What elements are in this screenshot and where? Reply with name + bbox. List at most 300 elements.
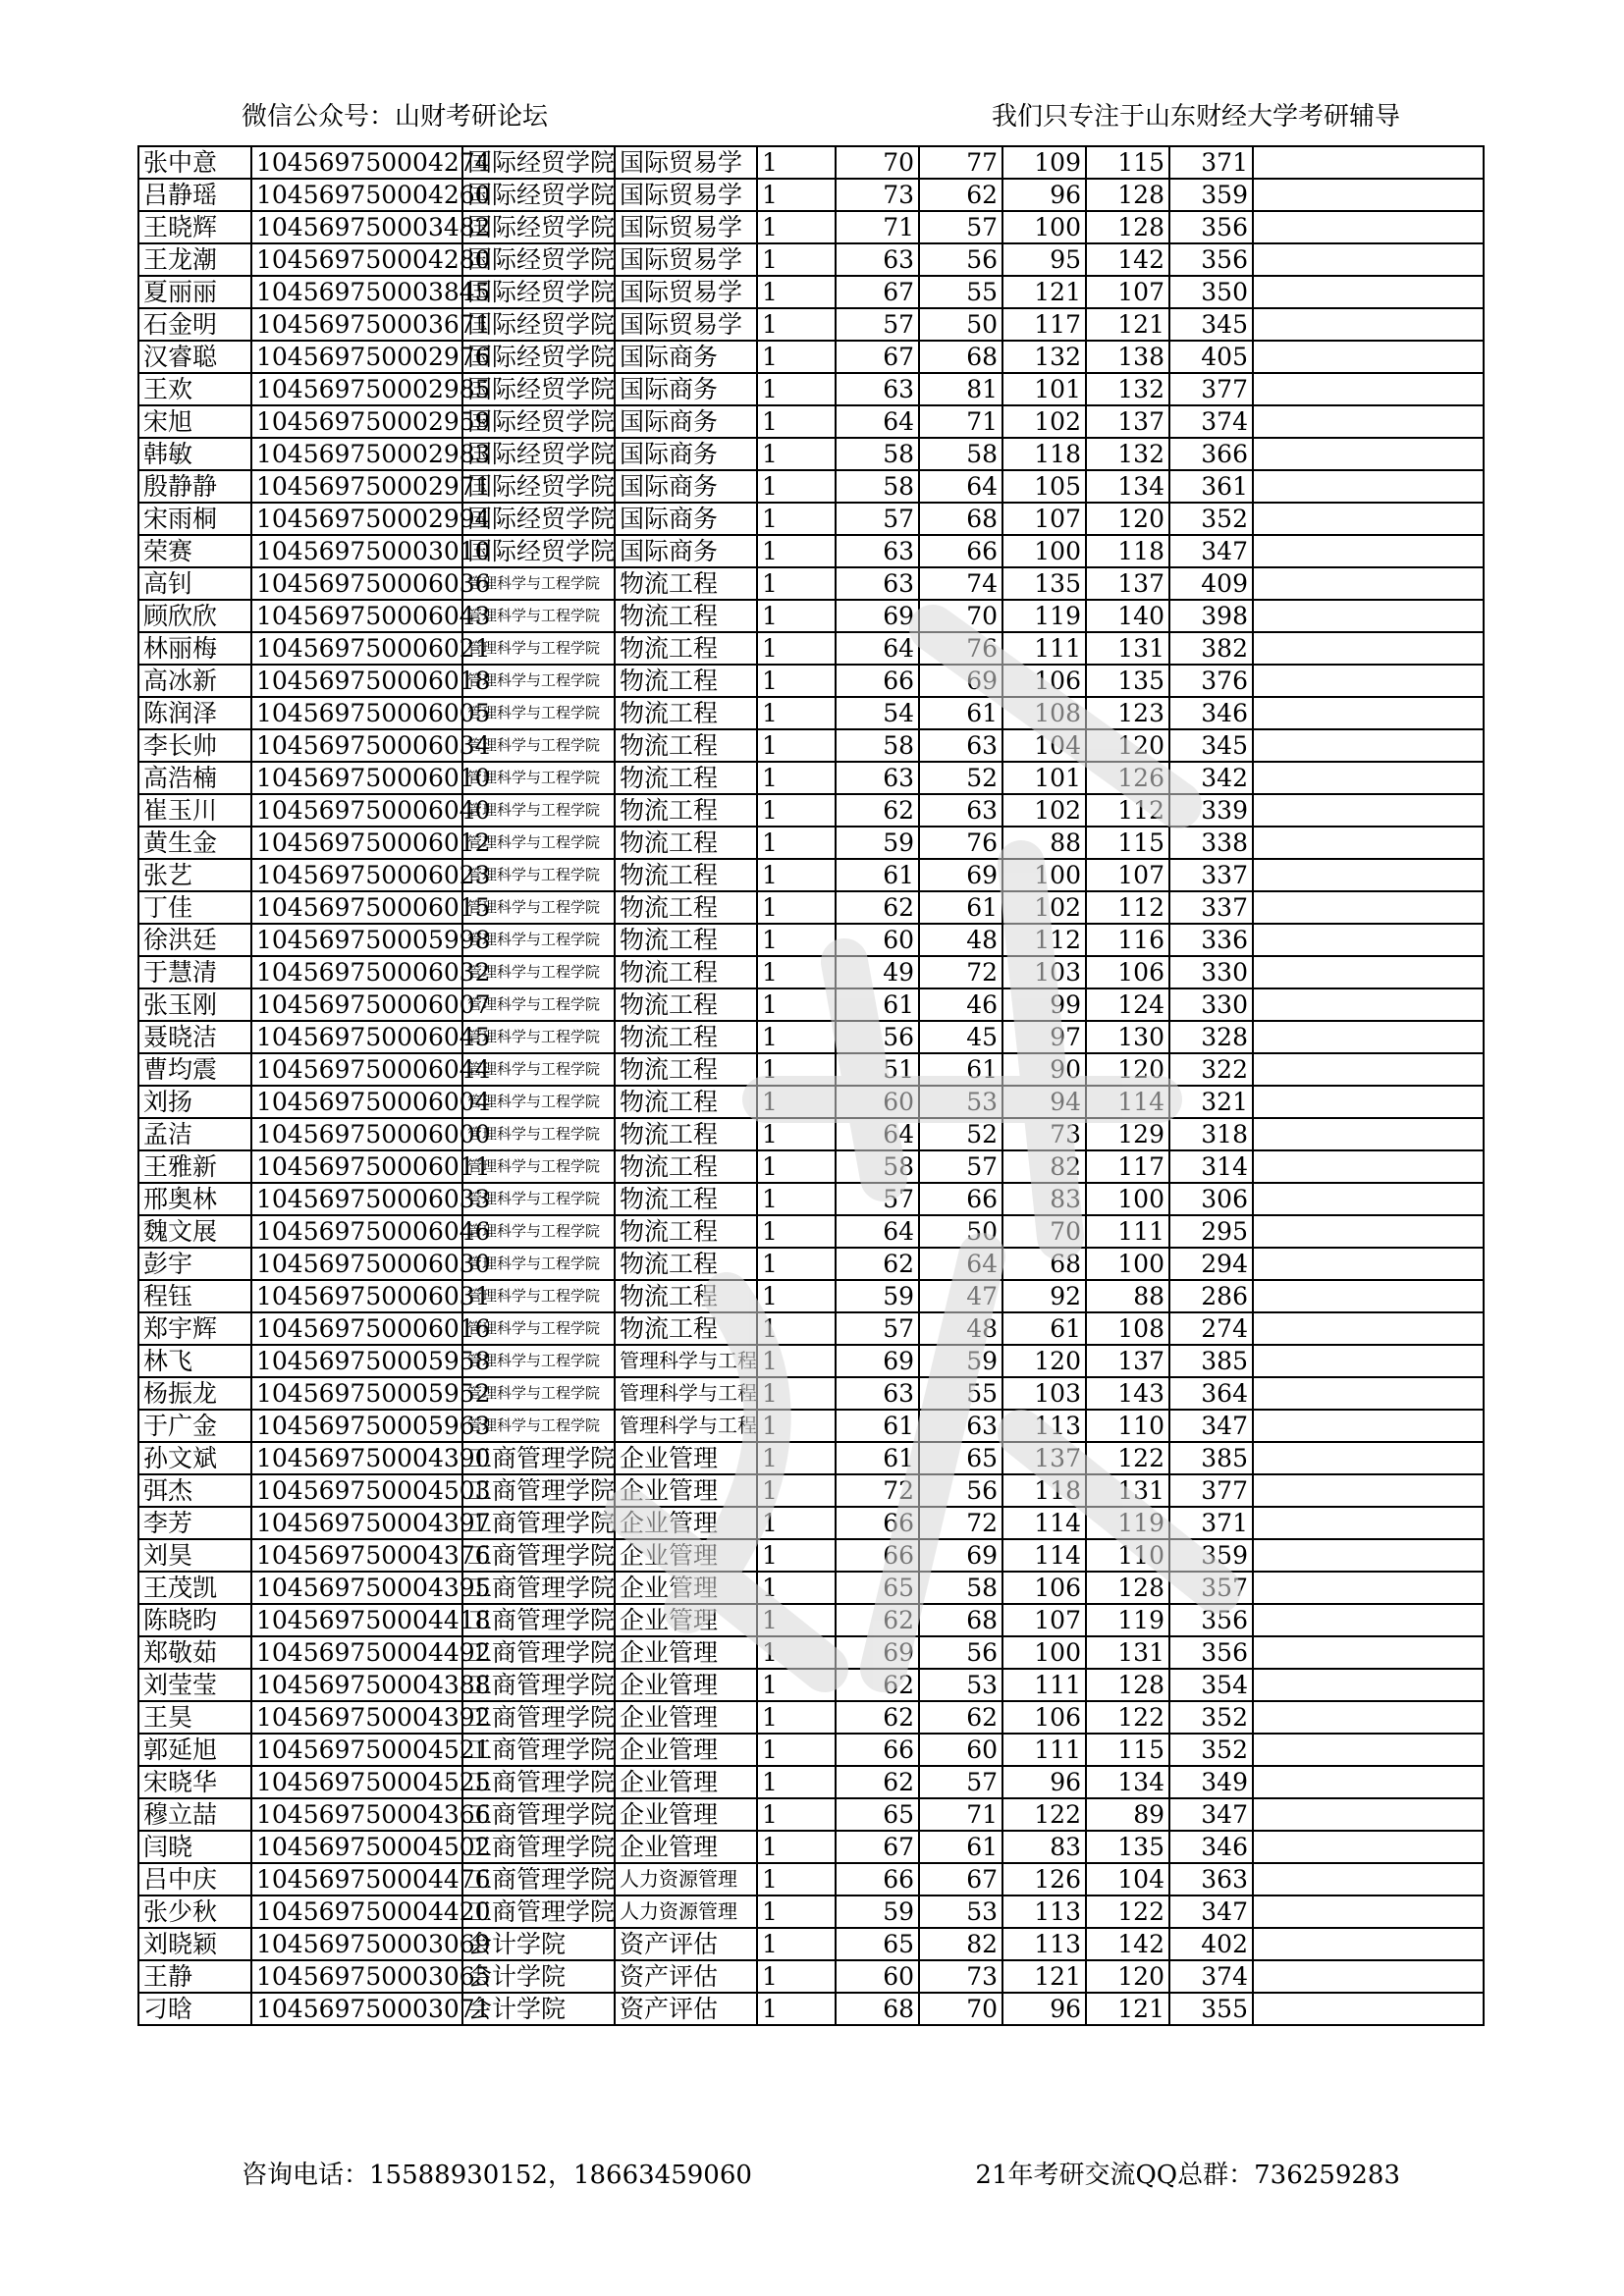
cell-total: 338 <box>1169 827 1253 859</box>
cell-score-3: 90 <box>1002 1053 1086 1086</box>
cell-score-1: 65 <box>836 1798 919 1831</box>
table-row <box>138 1993 1484 2025</box>
cell-total: 374 <box>1169 1960 1253 1993</box>
cell-total: 349 <box>1169 1766 1253 1798</box>
cell-score-3: 107 <box>1002 1604 1086 1636</box>
cell-total: 347 <box>1169 1896 1253 1928</box>
cell-score-2: 61 <box>919 891 1002 924</box>
cell-score-4: 128 <box>1086 1572 1169 1604</box>
cell-type: 1 <box>757 891 836 924</box>
cell-score-4: 129 <box>1086 1118 1169 1150</box>
cell-score-1: 58 <box>836 438 919 470</box>
cell-college: 管理科学与工程学院 <box>462 956 615 988</box>
cell-college: 国际经贸学院 <box>462 405 615 438</box>
cell-type: 1 <box>757 1053 836 1086</box>
cell-score-1: 69 <box>836 1345 919 1377</box>
cell-college: 管理科学与工程学院 <box>462 729 615 762</box>
cell-total: 356 <box>1169 211 1253 243</box>
cell-total: 359 <box>1169 1539 1253 1572</box>
cell-score-3: 117 <box>1002 308 1086 341</box>
cell-score-4: 114 <box>1086 1086 1169 1118</box>
cell-exam-id: 104569750006034 <box>251 729 462 762</box>
table-row <box>138 1312 1484 1345</box>
cell-college: 国际经贸学院 <box>462 276 615 308</box>
cell-score-1: 69 <box>836 1636 919 1669</box>
cell-total: 357 <box>1169 1572 1253 1604</box>
cell-college: 国际经贸学院 <box>462 308 615 341</box>
cell-exam-id: 104569750004366 <box>251 1798 462 1831</box>
table-row <box>138 762 1484 794</box>
cell-exam-id: 104569750006004 <box>251 1086 462 1118</box>
cell-empty <box>1253 665 1484 697</box>
cell-empty <box>1253 859 1484 891</box>
cell-score-1: 59 <box>836 1280 919 1312</box>
cell-exam-id: 104569750003845 <box>251 276 462 308</box>
cell-type: 1 <box>757 1345 836 1377</box>
cell-college: 国际经贸学院 <box>462 146 615 179</box>
cell-score-2: 70 <box>919 600 1002 632</box>
cell-college: 管理科学与工程学院 <box>462 794 615 827</box>
cell-college: 工商管理学院 <box>462 1798 615 1831</box>
cell-score-4: 104 <box>1086 1863 1169 1896</box>
cell-score-3: 101 <box>1002 373 1086 405</box>
cell-exam-id: 104569750004502 <box>251 1831 462 1863</box>
cell-score-1: 62 <box>836 1669 919 1701</box>
cell-score-1: 64 <box>836 632 919 665</box>
cell-score-3: 83 <box>1002 1831 1086 1863</box>
cell-score-3: 106 <box>1002 1701 1086 1734</box>
cell-exam-id: 104569750005958 <box>251 1345 462 1377</box>
cell-score-2: 72 <box>919 956 1002 988</box>
cell-college: 工商管理学院 <box>462 1831 615 1863</box>
cell-score-1: 60 <box>836 1086 919 1118</box>
cell-name: 韩敏 <box>138 438 251 470</box>
cell-name: 张中意 <box>138 146 251 179</box>
cell-score-2: 69 <box>919 1539 1002 1572</box>
cell-major: 资产评估 <box>615 1928 757 1960</box>
cell-empty <box>1253 1539 1484 1572</box>
cell-total: 295 <box>1169 1215 1253 1248</box>
cell-score-4: 122 <box>1086 1896 1169 1928</box>
cell-type: 1 <box>757 438 836 470</box>
cell-score-3: 83 <box>1002 1183 1086 1215</box>
cell-empty <box>1253 1086 1484 1118</box>
cell-score-4: 122 <box>1086 1442 1169 1474</box>
cell-score-4: 106 <box>1086 956 1169 988</box>
cell-name: 黄生金 <box>138 827 251 859</box>
cell-major: 物流工程 <box>615 924 757 956</box>
cell-type: 1 <box>757 827 836 859</box>
cell-score-3: 70 <box>1002 1215 1086 1248</box>
cell-type: 1 <box>757 1572 836 1604</box>
cell-score-2: 77 <box>919 146 1002 179</box>
cell-college: 管理科学与工程学院 <box>462 827 615 859</box>
cell-exam-id: 104569750006045 <box>251 1021 462 1053</box>
cell-type: 1 <box>757 1183 836 1215</box>
cell-total: 363 <box>1169 1863 1253 1896</box>
cell-score-1: 58 <box>836 1150 919 1183</box>
cell-total: 342 <box>1169 762 1253 794</box>
cell-score-4: 131 <box>1086 632 1169 665</box>
cell-score-4: 128 <box>1086 211 1169 243</box>
cell-score-2: 76 <box>919 632 1002 665</box>
cell-college: 管理科学与工程学院 <box>462 1377 615 1410</box>
cell-college: 管理科学与工程学院 <box>462 1410 615 1442</box>
cell-score-4: 110 <box>1086 1410 1169 1442</box>
cell-score-2: 48 <box>919 924 1002 956</box>
cell-major: 物流工程 <box>615 1183 757 1215</box>
cell-score-2: 73 <box>919 1960 1002 1993</box>
cell-score-1: 66 <box>836 1734 919 1766</box>
cell-name: 于慧清 <box>138 956 251 988</box>
cell-empty <box>1253 1863 1484 1896</box>
table-row <box>138 665 1484 697</box>
cell-exam-id: 104569750005952 <box>251 1377 462 1410</box>
cell-score-2: 46 <box>919 988 1002 1021</box>
cell-empty <box>1253 891 1484 924</box>
cell-major: 管理科学与工程 <box>615 1345 757 1377</box>
table-row <box>138 827 1484 859</box>
cell-empty <box>1253 1474 1484 1507</box>
cell-exam-id: 104569750006011 <box>251 1150 462 1183</box>
cell-total: 364 <box>1169 1377 1253 1410</box>
cell-type: 1 <box>757 1636 836 1669</box>
cell-college: 会计学院 <box>462 1960 615 1993</box>
cell-score-4: 138 <box>1086 341 1169 373</box>
cell-score-4: 108 <box>1086 1312 1169 1345</box>
cell-name: 彭宇 <box>138 1248 251 1280</box>
cell-empty <box>1253 146 1484 179</box>
cell-score-1: 63 <box>836 1377 919 1410</box>
cell-score-2: 58 <box>919 1572 1002 1604</box>
cell-score-2: 63 <box>919 794 1002 827</box>
cell-type: 1 <box>757 470 836 503</box>
cell-score-4: 126 <box>1086 762 1169 794</box>
cell-total: 361 <box>1169 470 1253 503</box>
cell-score-1: 67 <box>836 276 919 308</box>
cell-name: 曹均震 <box>138 1053 251 1086</box>
table-row <box>138 179 1484 211</box>
cell-exam-id: 104569750006016 <box>251 1312 462 1345</box>
cell-major: 国际贸易学 <box>615 146 757 179</box>
cell-empty <box>1253 1701 1484 1734</box>
cell-exam-id: 104569750006018 <box>251 665 462 697</box>
cell-name: 程钰 <box>138 1280 251 1312</box>
cell-major: 人力资源管理 <box>615 1863 757 1896</box>
cell-score-2: 68 <box>919 1604 1002 1636</box>
cell-major: 企业管理 <box>615 1734 757 1766</box>
cell-total: 337 <box>1169 891 1253 924</box>
cell-score-4: 120 <box>1086 503 1169 535</box>
cell-major: 物流工程 <box>615 1150 757 1183</box>
cell-major: 物流工程 <box>615 956 757 988</box>
cell-exam-id: 104569750006012 <box>251 827 462 859</box>
cell-exam-id: 104569750006043 <box>251 600 462 632</box>
table-row <box>138 1863 1484 1896</box>
cell-major: 物流工程 <box>615 1215 757 1248</box>
cell-total: 377 <box>1169 1474 1253 1507</box>
cell-score-3: 119 <box>1002 600 1086 632</box>
cell-college: 管理科学与工程学院 <box>462 600 615 632</box>
cell-major: 物流工程 <box>615 1312 757 1345</box>
cell-major: 企业管理 <box>615 1669 757 1701</box>
header-slogan: 我们只专注于山东财经大学考研辅导 <box>991 102 1400 132</box>
cell-name: 丁佳 <box>138 891 251 924</box>
cell-total: 356 <box>1169 1604 1253 1636</box>
cell-name: 张艺 <box>138 859 251 891</box>
cell-name: 夏丽丽 <box>138 276 251 308</box>
cell-score-3: 137 <box>1002 1442 1086 1474</box>
cell-score-4: 115 <box>1086 1734 1169 1766</box>
table-row <box>138 1507 1484 1539</box>
cell-empty <box>1253 1766 1484 1798</box>
cell-exam-id: 104569750004260 <box>251 179 462 211</box>
cell-score-4: 120 <box>1086 1053 1169 1086</box>
table-row <box>138 405 1484 438</box>
table-row <box>138 956 1484 988</box>
cell-score-4: 131 <box>1086 1636 1169 1669</box>
cell-empty <box>1253 373 1484 405</box>
table-row <box>138 1150 1484 1183</box>
cell-name: 郭延旭 <box>138 1734 251 1766</box>
cell-college: 工商管理学院 <box>462 1604 615 1636</box>
cell-college: 管理科学与工程学院 <box>462 1312 615 1345</box>
cell-exam-id: 104569750005963 <box>251 1410 462 1442</box>
cell-score-4: 134 <box>1086 1766 1169 1798</box>
cell-exam-id: 104569750004280 <box>251 243 462 276</box>
cell-empty <box>1253 956 1484 988</box>
cell-score-4: 131 <box>1086 1474 1169 1507</box>
cell-score-4: 115 <box>1086 146 1169 179</box>
cell-total: 405 <box>1169 341 1253 373</box>
cell-score-3: 109 <box>1002 146 1086 179</box>
cell-empty <box>1253 1604 1484 1636</box>
page-footer <box>0 2155 1624 2194</box>
cell-college: 管理科学与工程学院 <box>462 1183 615 1215</box>
cell-empty <box>1253 243 1484 276</box>
cell-major: 企业管理 <box>615 1766 757 1798</box>
cell-total: 402 <box>1169 1928 1253 1960</box>
cell-score-4: 128 <box>1086 179 1169 211</box>
cell-score-3: 96 <box>1002 1993 1086 2025</box>
cell-college: 管理科学与工程学院 <box>462 1086 615 1118</box>
cell-score-4: 135 <box>1086 665 1169 697</box>
cell-empty <box>1253 1896 1484 1928</box>
cell-college: 管理科学与工程学院 <box>462 924 615 956</box>
cell-score-3: 118 <box>1002 1474 1086 1507</box>
cell-score-2: 68 <box>919 503 1002 535</box>
cell-total: 314 <box>1169 1150 1253 1183</box>
cell-score-2: 82 <box>919 1928 1002 1960</box>
cell-empty <box>1253 405 1484 438</box>
cell-major: 企业管理 <box>615 1831 757 1863</box>
cell-college: 国际经贸学院 <box>462 179 615 211</box>
cell-score-1: 57 <box>836 308 919 341</box>
cell-total: 385 <box>1169 1345 1253 1377</box>
cell-college: 工商管理学院 <box>462 1572 615 1604</box>
cell-score-3: 92 <box>1002 1280 1086 1312</box>
cell-score-1: 60 <box>836 1960 919 1993</box>
cell-total: 376 <box>1169 665 1253 697</box>
cell-score-3: 112 <box>1002 924 1086 956</box>
cell-score-1: 66 <box>836 1863 919 1896</box>
cell-type: 1 <box>757 1442 836 1474</box>
cell-major: 企业管理 <box>615 1636 757 1669</box>
cell-score-2: 70 <box>919 1993 1002 2025</box>
cell-name: 林丽梅 <box>138 632 251 665</box>
cell-major: 国际商务 <box>615 405 757 438</box>
cell-college: 会计学院 <box>462 1993 615 2025</box>
cell-score-3: 107 <box>1002 503 1086 535</box>
cell-major: 企业管理 <box>615 1507 757 1539</box>
cell-major: 企业管理 <box>615 1701 757 1734</box>
cell-name: 高冰新 <box>138 665 251 697</box>
cell-type: 1 <box>757 179 836 211</box>
cell-score-3: 97 <box>1002 1021 1086 1053</box>
cell-major: 国际商务 <box>615 373 757 405</box>
cell-score-1: 63 <box>836 535 919 567</box>
cell-name: 李长帅 <box>138 729 251 762</box>
cell-exam-id: 104569750004395 <box>251 1572 462 1604</box>
table-row <box>138 1831 1484 1863</box>
cell-name: 吕中庆 <box>138 1863 251 1896</box>
cell-score-3: 100 <box>1002 859 1086 891</box>
cell-type: 1 <box>757 211 836 243</box>
cell-name: 陈润泽 <box>138 697 251 729</box>
cell-type: 1 <box>757 276 836 308</box>
cell-college: 国际经贸学院 <box>462 341 615 373</box>
cell-score-4: 107 <box>1086 859 1169 891</box>
cell-college: 国际经贸学院 <box>462 438 615 470</box>
cell-total: 318 <box>1169 1118 1253 1150</box>
cell-total: 346 <box>1169 697 1253 729</box>
cell-empty <box>1253 276 1484 308</box>
page-header <box>0 96 1624 135</box>
cell-exam-id: 104569750003010 <box>251 535 462 567</box>
cell-exam-id: 104569750002994 <box>251 503 462 535</box>
cell-score-2: 61 <box>919 697 1002 729</box>
cell-exam-id: 104569750004492 <box>251 1636 462 1669</box>
cell-exam-id: 104569750006007 <box>251 988 462 1021</box>
cell-college: 工商管理学院 <box>462 1701 615 1734</box>
cell-score-3: 94 <box>1002 1086 1086 1118</box>
cell-score-2: 47 <box>919 1280 1002 1312</box>
cell-type: 1 <box>757 1604 836 1636</box>
cell-major: 人力资源管理 <box>615 1896 757 1928</box>
cell-college: 工商管理学院 <box>462 1669 615 1701</box>
cell-score-1: 66 <box>836 665 919 697</box>
cell-major: 管理科学与工程 <box>615 1377 757 1410</box>
cell-total: 356 <box>1169 243 1253 276</box>
cell-exam-id: 104569750004420 <box>251 1896 462 1928</box>
cell-exam-id: 104569750006030 <box>251 1248 462 1280</box>
cell-college: 工商管理学院 <box>462 1896 615 1928</box>
table-row <box>138 794 1484 827</box>
cell-name: 吕静瑶 <box>138 179 251 211</box>
cell-score-2: 61 <box>919 1831 1002 1863</box>
cell-score-2: 53 <box>919 1669 1002 1701</box>
cell-empty <box>1253 503 1484 535</box>
cell-empty <box>1253 341 1484 373</box>
cell-total: 352 <box>1169 1734 1253 1766</box>
cell-score-3: 126 <box>1002 1863 1086 1896</box>
cell-score-4: 128 <box>1086 1669 1169 1701</box>
cell-empty <box>1253 470 1484 503</box>
table-row <box>138 1896 1484 1928</box>
cell-name: 于广金 <box>138 1410 251 1442</box>
cell-empty <box>1253 1248 1484 1280</box>
cell-empty <box>1253 1053 1484 1086</box>
cell-score-3: 105 <box>1002 470 1086 503</box>
table-row <box>138 1928 1484 1960</box>
cell-total: 337 <box>1169 859 1253 891</box>
table-row <box>138 1636 1484 1669</box>
cell-type: 1 <box>757 859 836 891</box>
cell-score-4: 111 <box>1086 1215 1169 1248</box>
cell-score-1: 49 <box>836 956 919 988</box>
cell-exam-id: 104569750006021 <box>251 632 462 665</box>
cell-total: 409 <box>1169 567 1253 600</box>
cell-college: 工商管理学院 <box>462 1507 615 1539</box>
cell-type: 1 <box>757 373 836 405</box>
cell-score-2: 50 <box>919 308 1002 341</box>
cell-exam-id: 104569750002959 <box>251 405 462 438</box>
table-row <box>138 697 1484 729</box>
cell-college: 国际经贸学院 <box>462 535 615 567</box>
cell-empty <box>1253 1345 1484 1377</box>
table-row <box>138 470 1484 503</box>
cell-exam-id: 104569750004390 <box>251 1442 462 1474</box>
cell-name: 王雅新 <box>138 1150 251 1183</box>
cell-exam-id: 104569750006032 <box>251 956 462 988</box>
cell-exam-id: 104569750004476 <box>251 1863 462 1896</box>
cell-score-1: 63 <box>836 762 919 794</box>
cell-score-1: 51 <box>836 1053 919 1086</box>
cell-score-3: 120 <box>1002 1345 1086 1377</box>
cell-college: 工商管理学院 <box>462 1734 615 1766</box>
cell-name: 聂晓洁 <box>138 1021 251 1053</box>
cell-score-3: 88 <box>1002 827 1086 859</box>
cell-college: 国际经贸学院 <box>462 503 615 535</box>
cell-score-3: 95 <box>1002 243 1086 276</box>
cell-empty <box>1253 535 1484 567</box>
cell-total: 321 <box>1169 1086 1253 1118</box>
cell-score-4: 89 <box>1086 1798 1169 1831</box>
cell-major: 物流工程 <box>615 891 757 924</box>
cell-major: 国际贸易学 <box>615 308 757 341</box>
table-row <box>138 1086 1484 1118</box>
cell-score-3: 113 <box>1002 1896 1086 1928</box>
cell-score-3: 118 <box>1002 438 1086 470</box>
cell-college: 管理科学与工程学院 <box>462 1021 615 1053</box>
cell-type: 1 <box>757 697 836 729</box>
cell-score-3: 113 <box>1002 1410 1086 1442</box>
cell-score-1: 60 <box>836 924 919 956</box>
cell-score-2: 68 <box>919 341 1002 373</box>
cell-major: 国际贸易学 <box>615 211 757 243</box>
cell-college: 国际经贸学院 <box>462 470 615 503</box>
cell-score-4: 88 <box>1086 1280 1169 1312</box>
cell-exam-id: 104569750006010 <box>251 762 462 794</box>
table-row <box>138 1539 1484 1572</box>
cell-empty <box>1253 1215 1484 1248</box>
cell-score-1: 64 <box>836 1118 919 1150</box>
cell-major: 物流工程 <box>615 859 757 891</box>
cell-type: 1 <box>757 1798 836 1831</box>
cell-exam-id: 104569750006036 <box>251 567 462 600</box>
cell-score-1: 68 <box>836 1993 919 2025</box>
cell-exam-id: 104569750005998 <box>251 924 462 956</box>
